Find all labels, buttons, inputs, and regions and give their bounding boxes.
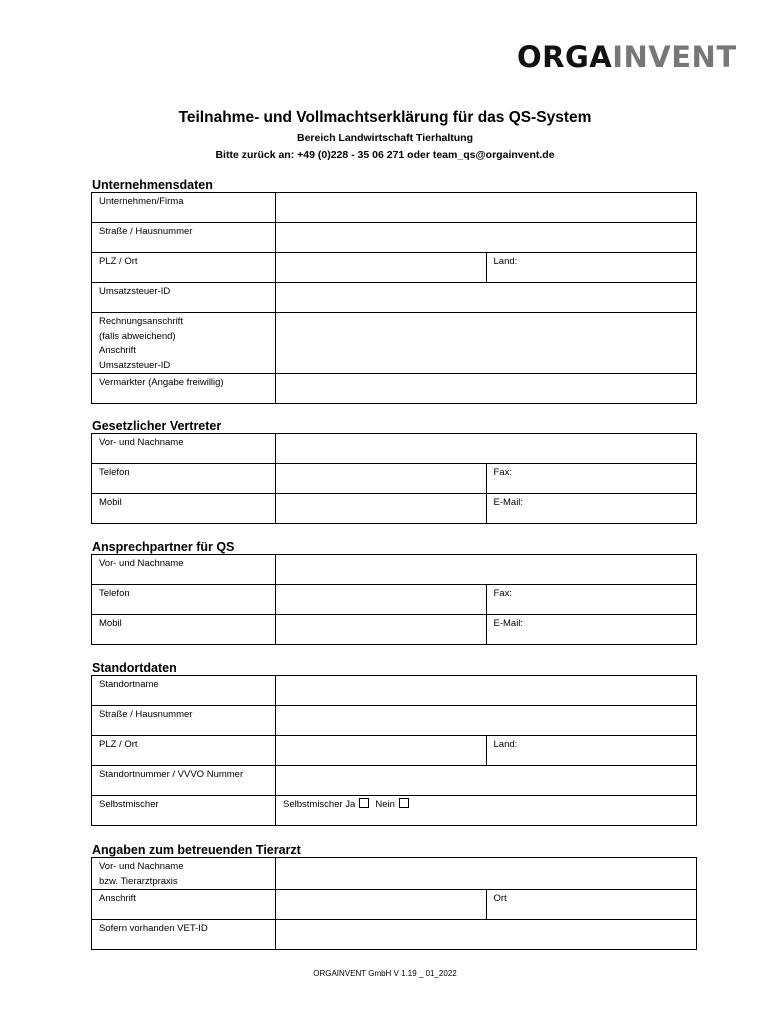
label-rep-phone: Telefon (92, 464, 276, 494)
label-rep-mobile: Mobil (92, 494, 276, 524)
label-vet-name (92, 858, 276, 890)
section-title-company: Unternehmensdaten (92, 178, 213, 192)
label-rep-name: Vor- und Nachname (92, 434, 276, 464)
self-mixer-options (276, 796, 697, 826)
qs-contact-table (91, 554, 697, 645)
marketer-field[interactable] (276, 374, 697, 404)
logo-part-orga: ORGA (517, 40, 613, 74)
page-subtitle: Bereich Landwirtschaft Tierhaltung (296, 132, 473, 144)
site-table (91, 675, 697, 826)
label-site-number: Standortnummer / VVVO Nummer (92, 766, 276, 796)
self-mixer-no-checkbox[interactable] (399, 798, 409, 808)
self-mixer-yes-checkbox[interactable] (359, 798, 369, 808)
vet-name-label-line: Vor- und Nachname (99, 861, 184, 872)
section-title-vet: Angaben zum betreuenden Tierarzt (92, 843, 301, 857)
orgainvent-logo (517, 40, 737, 74)
billing-label-line: (falls abweichend) (99, 330, 176, 342)
billing-label-line: Rechnungsanschrift (99, 316, 183, 327)
header (0, 108, 770, 162)
label-qs-name: Vor- und Nachname (92, 555, 276, 585)
billing-label-line: Umsatzsteuer-ID (99, 359, 171, 371)
company-table (91, 192, 697, 404)
label-qs-phone: Telefon (92, 585, 276, 615)
qs-name-field[interactable] (276, 555, 697, 585)
label-billing-address (92, 313, 276, 374)
label-vet-id: Sofern vorhanden VET-ID (92, 920, 276, 950)
country-field[interactable]: Land: (486, 253, 697, 283)
label-vet-address: Anschrift (92, 890, 276, 920)
label-site-zip-city: PLZ / Ort (92, 736, 276, 766)
rep-fax-field[interactable]: Fax: (486, 464, 697, 494)
rep-email-field[interactable]: E-Mail: (486, 494, 697, 524)
self-mixer-no-label: Nein (375, 799, 395, 810)
legal-rep-table (91, 433, 697, 524)
zip-city-field[interactable] (276, 253, 487, 283)
site-name-field[interactable] (276, 676, 697, 706)
qs-fax-field[interactable]: Fax: (486, 585, 697, 615)
rep-phone-field[interactable] (276, 464, 487, 494)
vet-address-field[interactable] (276, 890, 487, 920)
section-title-qs-contact: Ansprechpartner für QS (92, 540, 235, 554)
rep-name-field[interactable] (276, 434, 697, 464)
label-site-street: Straße / Hausnummer (92, 706, 276, 736)
label-zip-city: PLZ / Ort (92, 253, 276, 283)
rep-mobile-field[interactable] (276, 494, 487, 524)
label-qs-mobile: Mobil (92, 615, 276, 645)
logo-part-invent: INVENT (612, 40, 737, 74)
footer-version: ORGAINVENT GmbH V 1.19 _ 01_2022 (313, 969, 457, 978)
site-country-field[interactable]: Land: (486, 736, 697, 766)
label-street: Straße / Hausnummer (92, 223, 276, 253)
company-name-field[interactable] (276, 193, 697, 223)
vet-name-field[interactable] (276, 858, 697, 890)
section-title-site: Standortdaten (92, 661, 177, 675)
vet-id-field[interactable] (276, 920, 697, 950)
billing-label-line: Anschrift (99, 345, 136, 356)
street-field[interactable] (276, 223, 697, 253)
label-site-name: Standortname (92, 676, 276, 706)
qs-email-field[interactable]: E-Mail: (486, 615, 697, 645)
label-marketer: Vermarkter (Angabe freiwillig) (92, 374, 276, 404)
vet-table (91, 857, 697, 950)
billing-address-field[interactable] (276, 313, 697, 374)
qs-phone-field[interactable] (276, 585, 487, 615)
label-vat-id: Umsatzsteuer-ID (92, 283, 276, 313)
vet-name-label-line: bzw. Tierarztpraxis (99, 875, 178, 887)
page-title: Teilnahme- und Vollmachtserklärung für das QS-System (178, 109, 592, 126)
qs-mobile-field[interactable] (276, 615, 487, 645)
label-company-name: Unternehmen/Firma (92, 193, 276, 223)
label-self-mixer: Selbstmischer (92, 796, 276, 826)
return-contact: Bitte zurück an: +49 (0)228 - 35 06 271 oder team_qs@orgainvent.de (215, 149, 555, 161)
site-street-field[interactable] (276, 706, 697, 736)
section-title-legal-rep: Gesetzlicher Vertreter (92, 419, 222, 433)
site-number-field[interactable] (276, 766, 697, 796)
self-mixer-yes-label: Selbstmischer Ja (283, 799, 356, 810)
vet-city-field[interactable]: Ort (486, 890, 697, 920)
vat-id-field[interactable] (276, 283, 697, 313)
site-zip-city-field[interactable] (276, 736, 487, 766)
